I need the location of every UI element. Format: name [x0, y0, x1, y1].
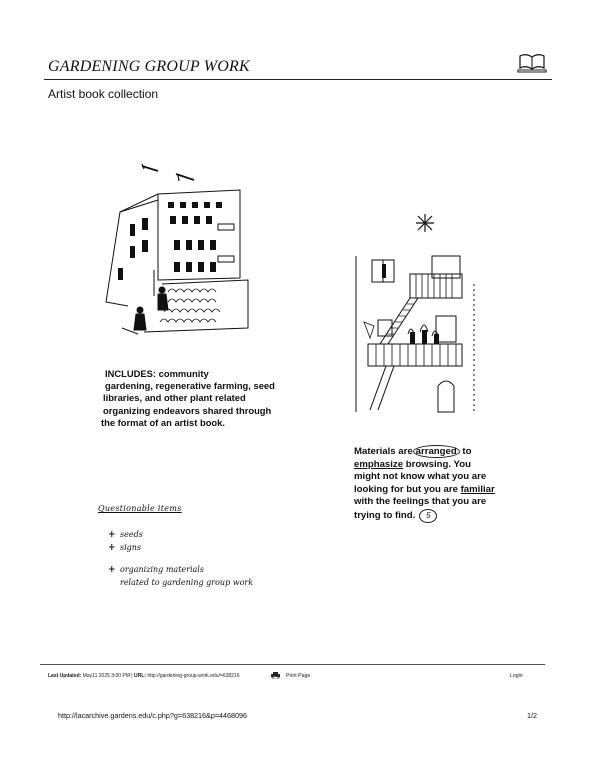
- handwritten-item: [108, 543, 141, 553]
- page-number-mark: 5: [419, 509, 437, 523]
- underlined-word: familiar: [460, 483, 495, 495]
- underlined-word: emphasize: [354, 458, 404, 470]
- browser-footer-url: http://lacarchive.gardens.edu/c.php?g=638216&p=4468096: [58, 711, 248, 720]
- materials-text: Materials are: [354, 446, 413, 457]
- materials-line: might not know what you are: [354, 471, 487, 483]
- includes-line: organizing endeavors shared through: [103, 404, 272, 416]
- handwritten-item-text: organizing materials: [120, 565, 204, 574]
- materials-line: [354, 446, 504, 459]
- materials-description: [354, 446, 504, 523]
- url-value[interactable]: http://gardening-group-work.edu/=638216: [147, 673, 240, 679]
- handwritten-item-text: signs: [120, 543, 142, 552]
- handwritten-item: [108, 565, 204, 575]
- last-updated-value: May11 2025 3:00 PM: [82, 673, 130, 679]
- circled-word: arranged: [413, 445, 460, 458]
- materials-text: to: [459, 446, 472, 457]
- handwritten-item-text: seeds: [120, 530, 143, 539]
- page-title: GARDENING GROUP WORK: [48, 58, 250, 75]
- last-updated-label: Last Updated:: [48, 673, 82, 679]
- fire-escape-illustration: [350, 212, 480, 417]
- plus-icon: +: [108, 565, 116, 575]
- materials-text: trying to find.: [354, 509, 416, 521]
- footer-divider: [40, 664, 545, 665]
- printer-icon: [271, 672, 280, 679]
- handwritten-title: Questionable items: [98, 504, 182, 513]
- includes-line: gardening, regenerative farming, seed: [105, 380, 275, 392]
- header-divider: [44, 79, 552, 80]
- garden-building-illustration: [98, 160, 254, 340]
- print-page-label[interactable]: Print Page: [286, 672, 311, 679]
- includes-description: [103, 368, 283, 429]
- includes-line: libraries, and other plant related: [103, 392, 246, 404]
- login-link[interactable]: Login: [510, 673, 523, 679]
- materials-line: [354, 509, 504, 523]
- plus-icon: +: [108, 543, 116, 553]
- page-count: 1/2: [527, 711, 537, 720]
- handwritten-item: related to gardening group work: [120, 578, 254, 587]
- print-page-link[interactable]: [271, 672, 310, 679]
- includes-line: the format of an artist book.: [101, 416, 225, 428]
- materials-line: [354, 484, 504, 497]
- includes-line: INCLUDES: community: [105, 368, 209, 379]
- materials-text: browsing. You: [403, 458, 471, 470]
- page-subtitle: Artist book collection: [48, 87, 159, 101]
- url-label: URL:: [134, 673, 146, 679]
- handwritten-item: [108, 530, 143, 540]
- plus-icon: +: [108, 530, 116, 540]
- materials-line: with the feelings that you are: [354, 496, 487, 508]
- materials-text: looking for but you are: [354, 483, 461, 495]
- materials-line: [354, 459, 504, 472]
- footer-separator: |: [131, 673, 133, 679]
- book-icon[interactable]: [517, 52, 547, 74]
